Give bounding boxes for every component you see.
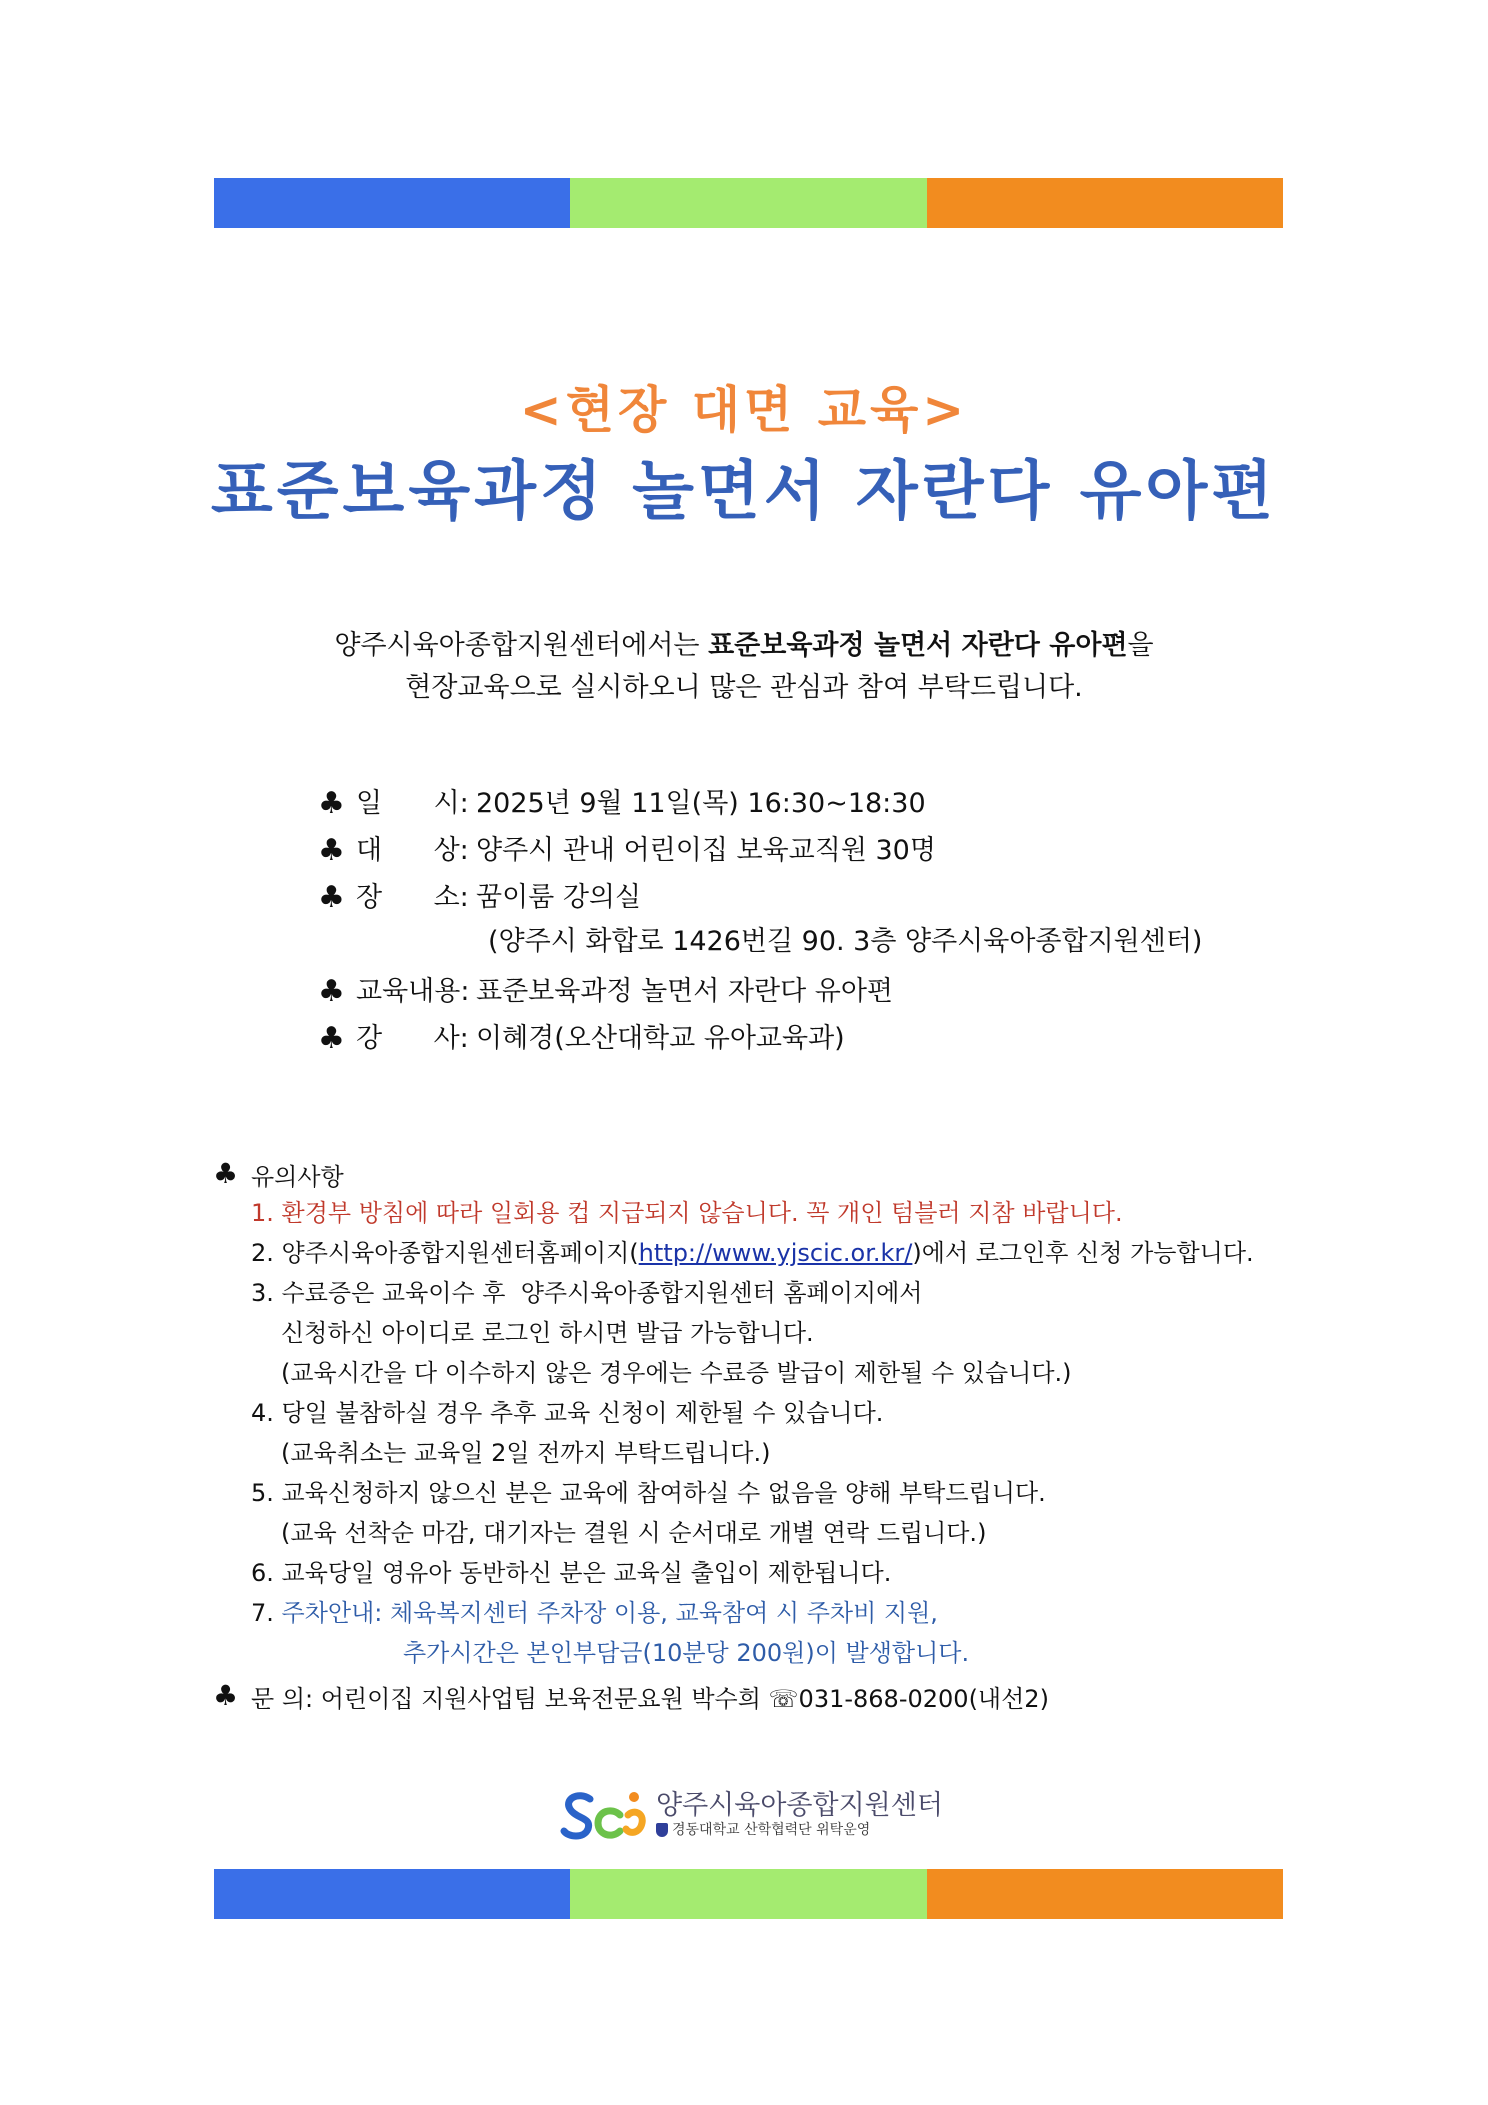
- notes-list: [251, 1193, 1254, 1673]
- note-item-6: 6. 교육당일 영유아 동반하신 분은 교육실 출입이 제한됩니다.: [251, 1559, 892, 1587]
- club-bullet-icon: ♣: [318, 974, 345, 1009]
- detail-address: (양주시 화합로 1426번길 90. 3층 양주시육아종합지원센터): [488, 926, 1203, 957]
- bar-blue-segment: [214, 178, 570, 228]
- note-item-3-cont: 신청하신 아이디로 로그인 하시면 발급 가능합니다.: [281, 1319, 814, 1347]
- detail-location: [318, 878, 1202, 972]
- note-item-2: [251, 1233, 1254, 1273]
- intro-line-1: [0, 625, 1488, 667]
- event-details: [318, 784, 1202, 1066]
- note-item-5: 5. 교육신청하지 않으신 분은 교육에 참여하실 수 없음을 양해 부탁드립니다.: [251, 1479, 1046, 1507]
- detail-label: 대 상:: [356, 835, 469, 866]
- intro-paragraph: [0, 625, 1488, 709]
- center-logo: [560, 1785, 943, 1845]
- note-number: 7.: [251, 1599, 282, 1627]
- detail-target: [318, 831, 1202, 878]
- detail-instructor: [318, 1019, 1202, 1066]
- intro-text: 양주시육아종합지원센터에서는: [334, 630, 709, 661]
- club-bullet-icon: ♣: [318, 786, 345, 821]
- note-item-7-cont: 추가시간은 본인부담금(10분당 200원)이 발생합니다.: [403, 1639, 970, 1667]
- note-text: )에서 로그인후 신청 가능합니다.: [912, 1239, 1254, 1267]
- intro-line-2: 현장교육으로 실시하오니 많은 관심과 참여 부탁드립니다.: [405, 672, 1083, 703]
- club-bullet-icon: ♣: [213, 1679, 239, 1712]
- logo-text: [656, 1791, 943, 1839]
- note-item-4-cont: (교육취소는 교육일 2일 전까지 부탁드립니다.): [281, 1439, 771, 1467]
- notes-section: [213, 1155, 1254, 1673]
- homepage-link[interactable]: http://www.yjscic.or.kr/: [638, 1239, 913, 1267]
- university-shield-icon: [656, 1823, 668, 1837]
- note-item-3-cont: (교육시간을 다 이수하지 않은 경우에는 수료증 발급이 제한될 수 있습니다.): [281, 1359, 1072, 1387]
- notes-heading: [213, 1155, 1254, 1193]
- club-bullet-icon: ♣: [318, 880, 345, 915]
- detail-content: [318, 972, 1202, 1019]
- notes-heading-text: 유의사항: [251, 1162, 344, 1191]
- note-item-1: 1. 환경부 방침에 따라 일회용 컵 지급되지 않습니다. 꼭 개인 텀블러 지참 바랍니다.: [251, 1199, 1123, 1227]
- bar-orange-segment: [927, 178, 1283, 228]
- page-title: 표준보육과정 놀면서 자란다 유아편: [210, 455, 1278, 529]
- bar-blue-segment: [214, 1869, 570, 1919]
- bottom-color-bar: [214, 1869, 1283, 1919]
- club-bullet-icon: ♣: [213, 1157, 239, 1190]
- club-bullet-icon: ♣: [318, 833, 345, 868]
- event-type-subtitle: <현장 대면 교육>: [519, 381, 969, 439]
- note-item-3: 3. 수료증은 교육이수 후 양주시육아종합지원센터 홈페이지에서: [251, 1279, 923, 1307]
- contact-text: 문 의: 어린이집 지원사업팀 보육전문요원 박수희 ☏031-868-0200(내선2): [251, 1684, 1049, 1713]
- club-bullet-icon: ♣: [318, 1021, 345, 1056]
- bar-orange-segment: [927, 1869, 1283, 1919]
- note-text: 주차안내: 체육복지센터 주차장 이용, 교육참여 시 주차비 지원,: [281, 1599, 938, 1627]
- logo-operator-text: 경동대학교 산학협력단 위탁운영: [672, 1822, 871, 1838]
- detail-value: 양주시 관내 어린이집 보육교직원 30명: [476, 835, 936, 866]
- detail-label: 교육내용:: [356, 976, 470, 1007]
- top-color-bar: [214, 178, 1283, 228]
- note-text: 2. 양주시육아종합지원센터홈페이지(: [251, 1239, 639, 1267]
- detail-label: 장 소:: [356, 882, 469, 913]
- note-item-5-cont: (교육 선착순 마감, 대기자는 결원 시 순서대로 개별 연락 드립니다.): [281, 1519, 987, 1547]
- detail-label: 강 사:: [356, 1023, 469, 1054]
- detail-value-group: [476, 878, 1202, 965]
- note-item-4: 4. 당일 불참하실 경우 추후 교육 신청이 제한될 수 있습니다.: [251, 1399, 884, 1427]
- logo-center-name: 양주시육아종합지원센터: [656, 1790, 943, 1821]
- detail-value: 이혜경(오산대학교 유아교육과): [476, 1023, 845, 1054]
- intro-text-end: 을: [1127, 630, 1154, 661]
- bar-green-segment: [570, 178, 926, 228]
- intro-course-name: 표준보육과정 놀면서 자란다 유아편: [708, 630, 1128, 661]
- contact-line: [213, 1676, 1049, 1716]
- detail-value: 표준보육과정 놀면서 자란다 유아편: [476, 976, 893, 1007]
- bar-green-segment: [570, 1869, 926, 1919]
- sci-logo-icon: [560, 1785, 648, 1845]
- detail-label: 일 시:: [356, 788, 469, 819]
- detail-datetime: [318, 784, 1202, 831]
- detail-value: 2025년 9월 11일(목) 16:30~18:30: [476, 788, 926, 819]
- logo-subtitle: [656, 1821, 943, 1839]
- detail-value: 꿈이룸 강의실: [476, 882, 642, 913]
- note-item-7: [251, 1593, 1254, 1633]
